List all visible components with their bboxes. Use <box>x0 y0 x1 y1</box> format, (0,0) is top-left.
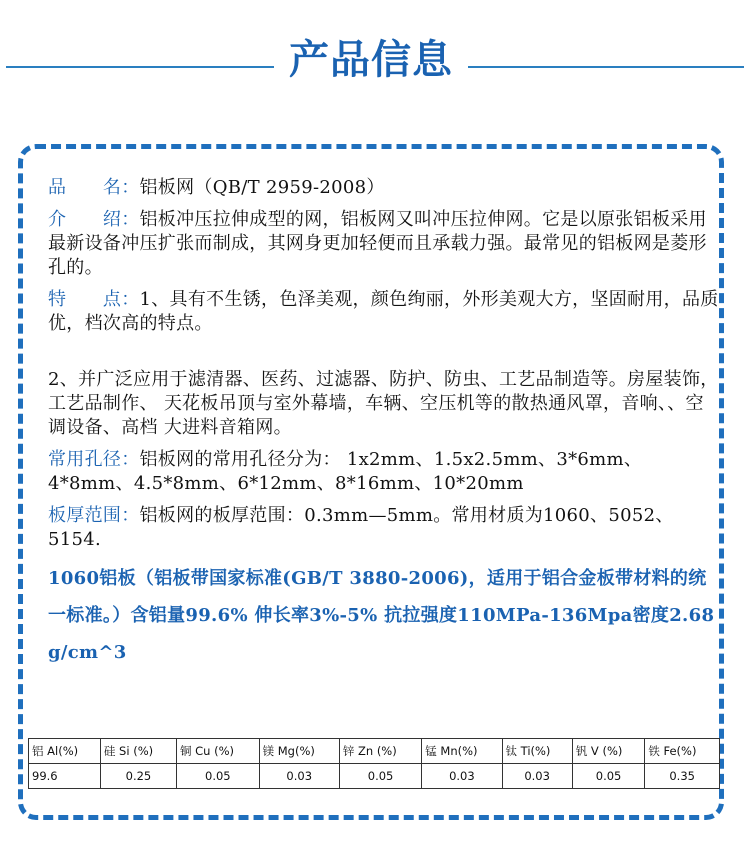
name-value: 铝板网（QB/T 2959-2008） <box>139 177 385 198</box>
aperture-label: 常用孔径： <box>48 449 140 470</box>
table-cell: 0.03 <box>502 764 572 789</box>
composition-table <box>28 738 720 789</box>
composition-header-row <box>29 739 720 764</box>
intro-value: 铝板冲压拉伸成型的网，铝板网又叫冲压拉伸网。它是以原张铝板采用最新设备冲压扩张而制成，其网身更加轻便而且承载力强。最常见的铝板网是菱形孔的。 <box>48 209 707 278</box>
standard-note: 1060铝板（铝板带国家标准(GB/T 3880-2006)，适用于铝合金板带材料的统一标准。）含铝量99.6% 伸长率3%-5% 抗拉强度110MPa-136Mpa密度2.68 g/cm^3 <box>48 568 715 663</box>
table-header-cell: 硅 Si (%) <box>100 739 176 764</box>
table-cell: 0.25 <box>100 764 176 789</box>
name-label: 品 名： <box>48 177 140 198</box>
table-cell: 0.05 <box>177 764 260 789</box>
table-header-cell: 锰 Mn(%) <box>422 739 502 764</box>
product-features <box>48 288 720 336</box>
table-header-cell: 锌 Zn (%) <box>339 739 421 764</box>
table-cell: 0.03 <box>422 764 502 789</box>
table-cell: 0.05 <box>572 764 645 789</box>
table-cell: 0.03 <box>259 764 339 789</box>
table-cell: 99.6 <box>29 764 101 789</box>
product-aperture <box>48 448 720 496</box>
table-header-cell: 钛 Ti(%) <box>502 739 572 764</box>
feature-value: 1、具有不生锈，色泽美观，颜色绚丽，外形美观大方，坚固耐用，品质优，档次高的特点。 <box>48 289 719 334</box>
table-cell: 0.35 <box>645 764 720 789</box>
table-header-cell: 钒 V (%) <box>572 739 645 764</box>
table-header-cell: 铝 Al(%) <box>29 739 101 764</box>
thickness-value: 铝板网的板厚范围：0.3mm—5mm。常用材质为1060、5052、5154. <box>48 505 674 550</box>
composition-value-row <box>29 764 720 789</box>
feature-label: 特 点： <box>48 289 140 310</box>
intro-label: 介 绍： <box>48 209 140 230</box>
header-divider-right <box>468 66 744 68</box>
table-header-cell: 铁 Fe(%) <box>645 739 720 764</box>
table-header-cell: 铜 Cu (%) <box>177 739 260 764</box>
aperture-value: 铝板网的常用孔径分为： 1x2mm、1.5x2.5mm、3*6mm、4*8mm、4.5*8mm、6*12mm、8*16mm、10*20mm <box>48 449 643 494</box>
product-name <box>48 176 720 200</box>
table-cell: 0.05 <box>339 764 421 789</box>
product-info <box>48 176 720 679</box>
thickness-label: 板厚范围： <box>48 505 140 526</box>
product-intro <box>48 208 720 280</box>
page-title: 产品信息 <box>289 37 453 83</box>
header-divider-left <box>6 66 274 68</box>
product-thickness <box>48 504 720 552</box>
product-usage: 2、并广泛应用于滤清器、医药、过滤器、防护、防虫、工艺品制造等。房屋装饰，工艺品制作、 天花板吊顶与室外幕墙，车辆、空压机等的散热通风罩，音响、、空调设备、高档 大进料音箱网。 <box>48 369 719 438</box>
table-header-cell: 镁 Mg(%) <box>259 739 339 764</box>
